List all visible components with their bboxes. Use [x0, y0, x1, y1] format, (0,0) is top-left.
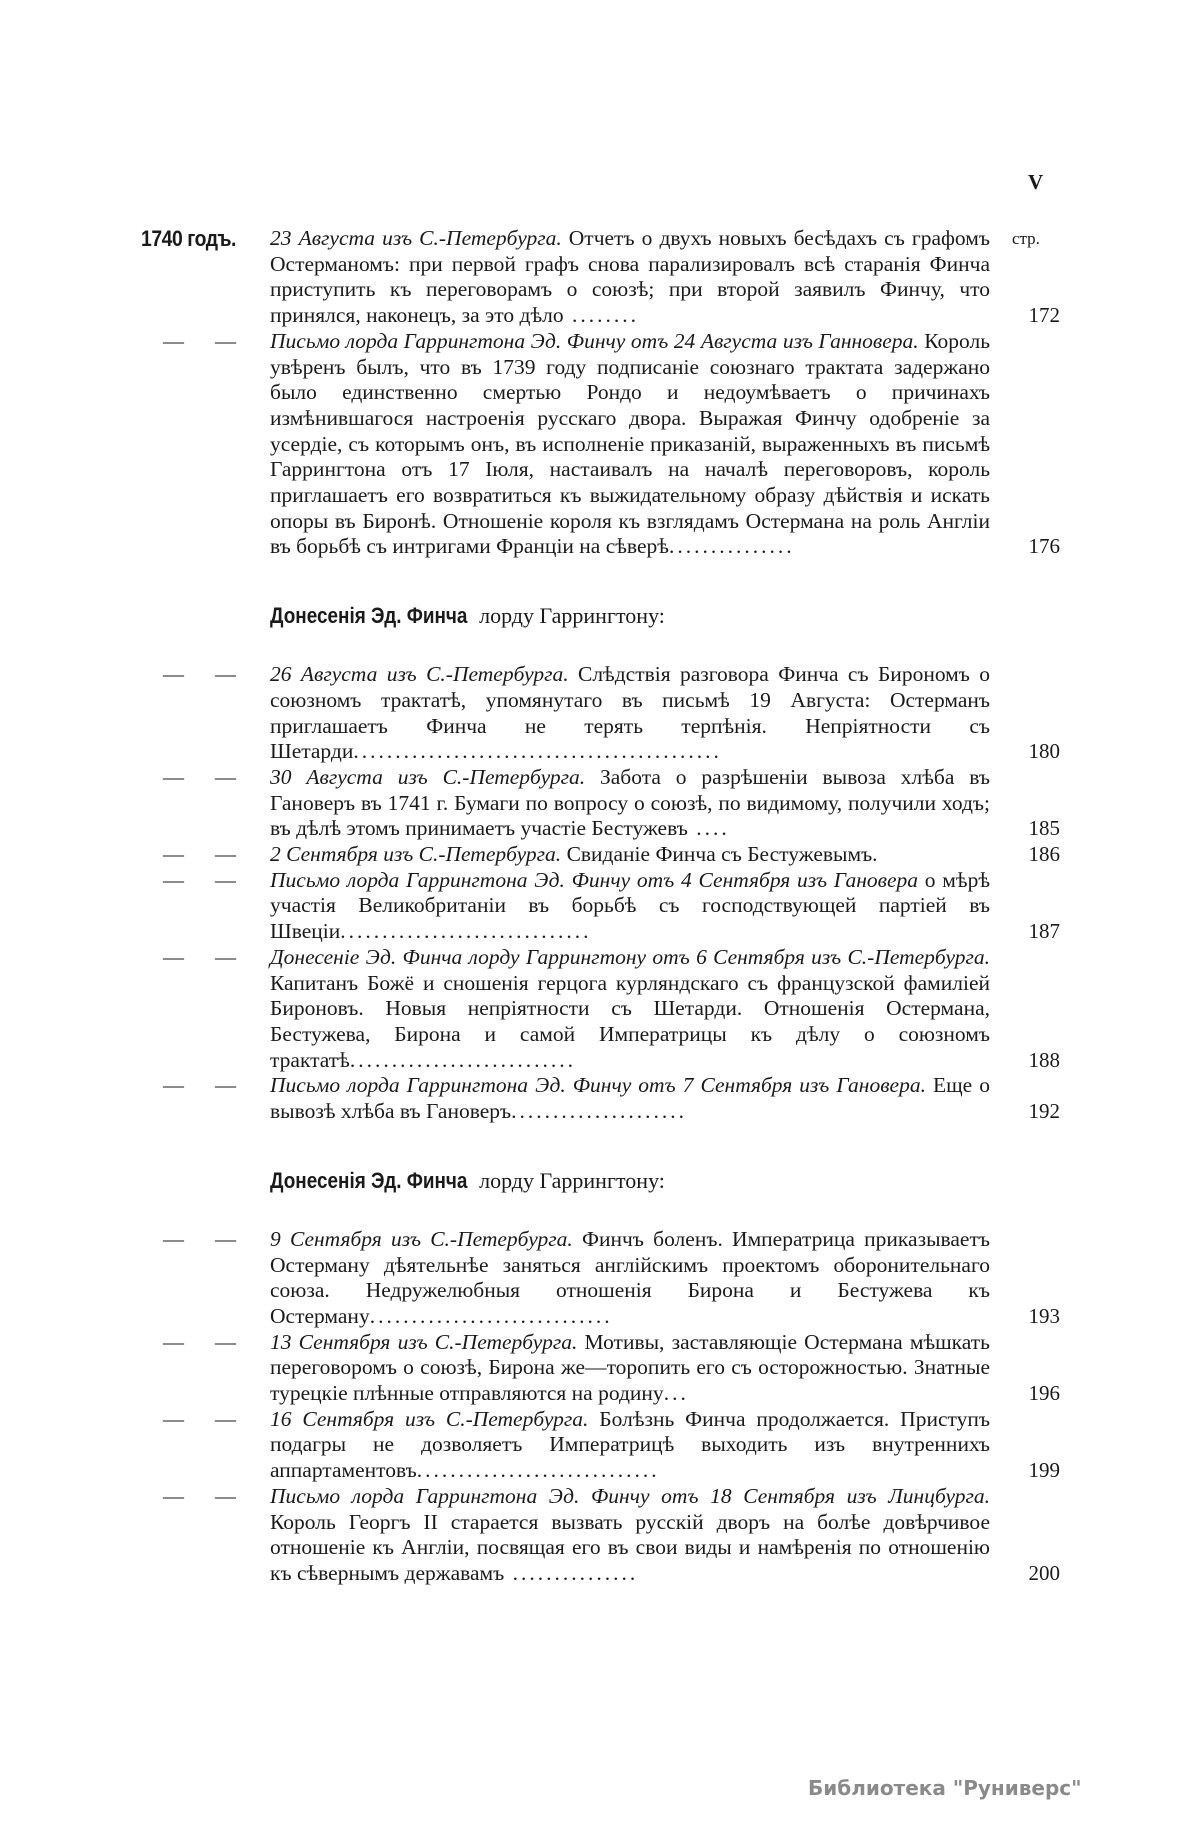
- toc-entry: [0, 1227, 1201, 1330]
- ditto-dash: —: [163, 1226, 184, 1251]
- entry-text: [270, 1330, 990, 1407]
- toc-entry: [0, 945, 1201, 1074]
- entry-text: [270, 662, 990, 765]
- ditto-dash: —: [215, 867, 236, 892]
- entry-title: Письмо лорда Гаррингтона Эд. Финчу отъ 24 Августа изъ Ганновера.: [270, 328, 919, 353]
- ditto-dash: —: [215, 1073, 236, 1098]
- entry-page-number[interactable]: 185: [1028, 816, 1060, 841]
- leader-dots: ........: [563, 303, 639, 328]
- leader-dots: .............................: [369, 1303, 613, 1328]
- ditto-dash: —: [163, 662, 184, 687]
- toc-entry: [0, 1407, 1201, 1484]
- entry-page-number[interactable]: 172: [1028, 303, 1060, 328]
- entry-page-number[interactable]: 199: [1028, 1458, 1060, 1483]
- ditto-dash: —: [163, 944, 184, 969]
- entry-title: 9 Сентября изъ С.-Петербурга.: [270, 1226, 573, 1251]
- entry-title: Письмо лорда Гаррингтона Эд. Финчу отъ 7 Сентября изъ Гановера.: [270, 1073, 926, 1098]
- section-heading-regular: лорду Гаррингтону:: [473, 1167, 665, 1193]
- ditto-dash: —: [163, 1483, 184, 1508]
- page-column-label: стр.: [1012, 229, 1040, 248]
- entry-page-number[interactable]: 192: [1028, 1099, 1060, 1124]
- entry-page-number[interactable]: 196: [1028, 1381, 1060, 1406]
- section-heading-bold: Донесенія Эд. Финча: [270, 1167, 468, 1193]
- leader-dots: ..............................: [340, 919, 592, 944]
- leader-dots: ...............: [668, 534, 795, 559]
- page-number: V: [1028, 170, 1044, 194]
- entry-page-number[interactable]: 187: [1028, 919, 1060, 944]
- entry-title: Письмо лорда Гаррингтона Эд. Финчу отъ 4 Сентября изъ Гановера: [270, 867, 919, 892]
- ditto-dash: —: [215, 1406, 236, 1431]
- toc-entry: [0, 1330, 1201, 1407]
- entry-description: Слѣдствія разговора Финча съ Бирономъ о союзномъ трактатѣ, упомянутаго въ письмѣ 19 Августа: Остерманъ приглашаетъ Финча не терять терпѣнія. Непріятности съ Шетарди: [270, 662, 990, 764]
- entry-title: Донесеніе Эд. Финча лорду Гаррингтону отъ 6 Сентября изъ С.-Петербурга.: [270, 944, 990, 969]
- entry-description: Король Георгъ II старается вызвать русскій дворъ на болѣе довѣрчивое отношеніе къ Англіи, посвящая его въ свои виды и намѣренія по отношенію къ сѣвернымъ державамъ: [270, 1509, 990, 1585]
- toc-entry: [0, 842, 1201, 868]
- ditto-dash: —: [215, 1226, 236, 1251]
- leader-dots: ............................................: [353, 739, 722, 764]
- section-heading-regular: лорду Гаррингтону:: [473, 603, 665, 629]
- ditto-dash: —: [163, 1329, 184, 1354]
- entry-page-number[interactable]: 200: [1028, 1560, 1060, 1585]
- entry-description: Еще о вывозѣ хлѣба въ Гановеръ: [270, 1073, 991, 1124]
- table-of-contents: [0, 226, 1201, 1587]
- ditto-dash: —: [163, 1406, 184, 1431]
- section-heading: [270, 602, 1201, 630]
- entry-description: Мотивы, заставляющіе Остермана мѣшкать переговоромъ о союзѣ, Бирона же—торопить его съ осторожностью. Знатные турецкіе плѣнные отправляются на родину: [270, 1329, 990, 1406]
- ditto-dash: —: [163, 764, 184, 789]
- ditto-dash: —: [215, 328, 236, 353]
- ditto-dash: —: [163, 867, 184, 892]
- entry-text: [270, 1073, 990, 1124]
- leader-dots: .............................: [416, 1458, 660, 1483]
- leader-dots: .....................: [511, 1099, 688, 1124]
- ditto-dash: —: [163, 328, 184, 353]
- toc-entry: [0, 1073, 1201, 1124]
- entry-description: Финчъ боленъ. Императрица приказываетъ Остерману дѣятельнѣе заняться англійскимъ проектомъ оборонительнаго союза. Недружелюбныя отношенія Бирона и Бестужева къ Остерману: [270, 1226, 990, 1328]
- entry-text: [270, 1484, 990, 1587]
- leader-dots: ...: [663, 1381, 689, 1406]
- entry-description: Свиданіе Финча съ Бестужевымъ.: [561, 842, 878, 867]
- ditto-dash: —: [215, 944, 236, 969]
- entry-text: [270, 1227, 990, 1330]
- entry-title: 30 Августа изъ С.-Петербурга.: [270, 764, 586, 789]
- entry-description: Король увѣренъ былъ, что въ 1739 году подписаніе союзнаго трактата задержано было единственно смертью Рондо и недоумѣваетъ о причинахъ измѣнившагося настроенія русскаго двора. Выражая Финчу одобреніе за усердіе, съ которымъ онъ, въ исполненіе приказаній, выраженныхъ въ письмѣ Гаррингтона отъ 17 Іюля, настаивалъ на началѣ переговоровъ, король приглашаетъ его возвратиться къ выжидательному образу дѣйствія и искать опоры въ Биронѣ. Отношеніе короля къ взглядамъ Остермана на роль Англіи въ борьбѣ съ интригами Франціи на сѣверѣ: [270, 328, 990, 559]
- library-watermark: Библиотека "Руниверс": [808, 1776, 1082, 1800]
- toc-entry: [0, 868, 1201, 945]
- leader-dots: ....: [687, 816, 730, 841]
- entry-page-number[interactable]: 176: [1028, 534, 1060, 559]
- entry-page-number[interactable]: 180: [1028, 739, 1060, 764]
- entry-title: 26 Августа изъ С.-Петербурга.: [270, 662, 569, 687]
- entry-page-number[interactable]: 188: [1028, 1047, 1060, 1072]
- ditto-dash: —: [215, 662, 236, 687]
- entry-title: 2 Сентября изъ С.-Петербурга.: [270, 842, 562, 867]
- ditto-dash: —: [163, 842, 184, 867]
- entry-text: [270, 945, 990, 1074]
- toc-entry: [0, 226, 1201, 329]
- entry-title: 23 Августа изъ С.-Петербурга.: [270, 226, 562, 250]
- ditto-dash: —: [163, 1073, 184, 1098]
- entry-description: Забота о разрѣшеніи вывоза хлѣба въ Гановеръ въ 1741 г. Бумаги по вопросу о союзѣ, по видимому, получили ходъ; въ дѣлѣ этомъ принимаетъ участіе Бестужевъ: [270, 764, 990, 841]
- year-label: 1740 годъ.: [141, 226, 236, 251]
- ditto-dash: —: [215, 1329, 236, 1354]
- entry-description: Болѣзнь Финча продолжается. Приступъ подагры не дозволяетъ Императрицѣ выходить изъ внутреннихъ аппартаментовъ: [270, 1406, 990, 1483]
- ditto-dash: —: [215, 1483, 236, 1508]
- entry-title: 13 Сентября изъ С.-Петербурга.: [270, 1329, 578, 1354]
- toc-entry: [0, 1484, 1201, 1587]
- entry-text: [270, 226, 990, 329]
- toc-entry: [0, 329, 1201, 560]
- entry-text: [270, 765, 990, 842]
- ditto-dash: —: [215, 842, 236, 867]
- toc-entry: [0, 765, 1201, 842]
- entry-description: о мѣрѣ участія Великобританіи въ борьбѣ съ господствующей партіей въ Швеціи: [270, 867, 991, 944]
- entry-description: Капитанъ Божё и сношенія герцога курляндскаго съ французской фамиліей Бироновъ. Новыя непріятности съ Шетарди. Отношенія Остермана, Бестужева, Бирона и самой Императрицы къ дѣлу о союзномъ трактатѣ: [270, 970, 990, 1072]
- toc-entry: [0, 662, 1201, 765]
- entry-text: [270, 1407, 990, 1484]
- entry-page-number[interactable]: 193: [1028, 1303, 1060, 1328]
- entry-text: [270, 842, 990, 868]
- entry-title: 16 Сентября изъ С.-Петербурга.: [270, 1406, 589, 1431]
- entry-page-number[interactable]: 186: [1028, 842, 1060, 867]
- leader-dots: ...........................: [349, 1047, 576, 1072]
- section-heading: [270, 1167, 1201, 1195]
- entry-text: [270, 329, 990, 560]
- entry-title: Письмо лорда Гаррингтона Эд. Финчу отъ 18 Сентября изъ Линцбурга.: [270, 1483, 990, 1508]
- entry-text: [270, 868, 990, 945]
- section-heading-bold: Донесенія Эд. Финча: [270, 603, 468, 629]
- leader-dots: ...............: [504, 1560, 639, 1585]
- ditto-dash: —: [215, 764, 236, 789]
- entry-description: Отчетъ о двухъ новыхъ бесѣдахъ съ графомъ Остерманомъ: при первой графъ снова парализировалъ всѣ старанія Финча приступить къ переговорамъ о союзѣ; при второй заявилъ Финчу, что принялся, наконецъ, за это дѣло: [270, 226, 990, 328]
